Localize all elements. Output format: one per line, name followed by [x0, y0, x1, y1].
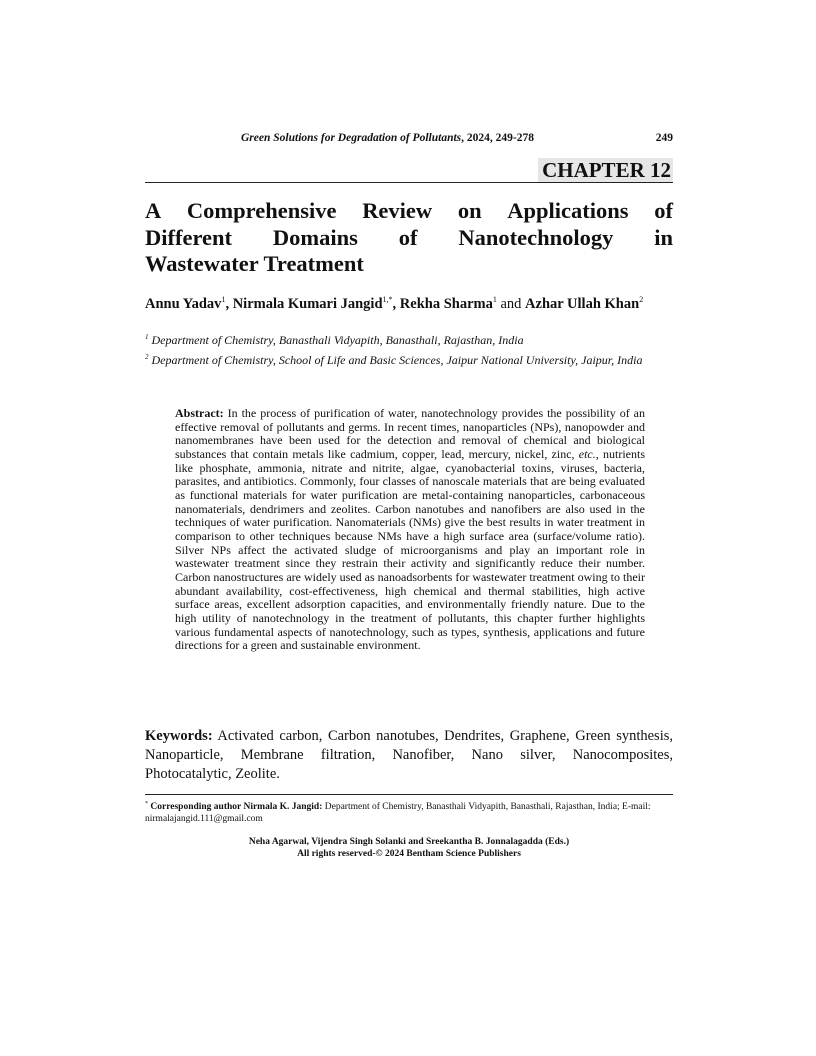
keywords [145, 727, 673, 784]
affiliation-2-text: Department of Chemistry, School of Life and Basic Sciences, Jaipur National University, Jaipur, India [148, 353, 643, 367]
journal-name: Green Solutions for Degradation of Pollutants [241, 132, 462, 144]
corresponding-author-footnote [145, 798, 673, 825]
title-word: of [654, 198, 673, 223]
title-word: Wastewater Treatment [145, 251, 364, 276]
abstract-text-part1: In the process of purification of water, nanotechnology provides the possibility of an effective removal of pollutants and germs. In recent times, nanoparticles (NPs), nanopowder and nanomembranes have been used for the detection and removal of chemical and biological substances that contain metals like cadmium, copper, lead, mercury, nickel, zinc, [175, 406, 645, 461]
footnote-label: Corresponding author Nirmala K. Jangid: [148, 802, 323, 813]
rights-line: All rights reserved-© 2024 Bentham Science Publishers [297, 849, 521, 859]
chapter-title [145, 198, 673, 278]
title-word: Domains [272, 224, 358, 250]
editors-line: Neha Agarwal, Vijendra Singh Solanki and Sreekantha B. Jonnalagadda (Eds.) [248, 837, 570, 847]
journal-citation [241, 132, 534, 144]
chapter-label: CHAPTER 12 [538, 158, 673, 183]
footnote-marker: * [145, 801, 148, 807]
title-line [145, 251, 673, 278]
author-affiliation-marker: 1 [221, 295, 226, 304]
publisher-block [145, 836, 673, 860]
footnote-rule [145, 794, 673, 795]
author-name: Azhar Ullah Khan [525, 295, 640, 312]
title-word: Review [362, 198, 433, 223]
title-word: Comprehensive [186, 198, 337, 223]
title-word: Applications [507, 198, 629, 223]
author-affiliation-marker: 2 [639, 295, 644, 304]
abstract-label: Abstract: [175, 406, 224, 420]
affiliation-2 [145, 350, 673, 368]
abstract [175, 407, 645, 653]
title-word: on [457, 198, 482, 223]
author-affiliation-marker: 1 [492, 295, 497, 304]
abstract-text-part2: , nutrients like phosphate, ammonia, nitrate and nitrite, algae, cyanobacterial toxins, viruses, bacteria, parasites, and antibiotics. Commonly, four classes of nanoscale materials that are being evaluated as functional materials for water purification are metal-containing nanoparticles, carbonaceous nanomaterials, dendrimers and zeolites. Carbon nanotubes and nanofibers are also used in the techniques of water purification. Nanomaterials (NMs) give the best results in water treatment in comparison to other techniques because NMs have a high surface area (surface/volume ratio). Silver NPs affect the activated sludge of microorganisms and play an important role in wastewater treatment since they restrain their activity and significantly reduce their number. Carbon nanostructures are widely used as nanoadsorbents for wastewater treatment owing to their abundant availability, cost-effectiveness, high chemical and thermal stabilities, high active surface areas, excellent adsorption capacities, and environmentally friendly nature. Due to the high utility of nanotechnology in the treatment of pollutants, this chapter further highlights various fundamental aspects of nanotechnology, such as types, synthesis, applications and future directions for a green and sustainable environment. [175, 446, 645, 653]
title-word: of [398, 224, 418, 250]
page-number: 249 [655, 132, 673, 144]
author-separator: , [225, 295, 233, 312]
title-word: Different [145, 224, 233, 250]
title-word: Nanotechnology [458, 224, 614, 250]
title-word: A [145, 198, 162, 223]
chapter-heading [538, 158, 673, 183]
title-word: in [654, 224, 673, 250]
header-rule [145, 182, 673, 183]
keywords-text: Activated carbon, Carbon nanotubes, Dendrites, Graphene, Green synthesis, Nanoparticle, Membrane filtration, Nanofiber, Nano silver, Nanocomposites, Photocatalytic, Zeolite. [145, 728, 673, 782]
author-name: Nirmala Kumari Jangid [232, 295, 383, 312]
footnote-text: Department of Chemistry, Banasthali Vidyapith, Banasthali, Rajasthan, India; E-mail: nirmalajangid.111@gmail.com [145, 802, 651, 825]
author-and: and [496, 295, 526, 312]
abstract-etc: etc. [578, 446, 596, 461]
affiliation-1-text: Department of Chemistry, Banasthali Vidyapith, Banasthali, Rajasthan, India [148, 333, 524, 347]
author-affiliation-marker: 1,* [382, 295, 393, 304]
affiliation-2-marker: 2 [145, 353, 149, 361]
affiliation-1-marker: 1 [145, 333, 149, 341]
citation-details: , 2024, 249-278 [461, 132, 534, 144]
title-line [145, 225, 673, 252]
running-head [145, 132, 673, 148]
author-list [145, 290, 673, 314]
keywords-label: Keywords: [145, 728, 213, 744]
title-line [145, 198, 673, 225]
author-separator: , [392, 295, 400, 312]
author-name: Annu Yadav [145, 295, 222, 312]
author-name: Rekha Sharma [399, 295, 493, 312]
affiliation-1 [145, 330, 673, 348]
